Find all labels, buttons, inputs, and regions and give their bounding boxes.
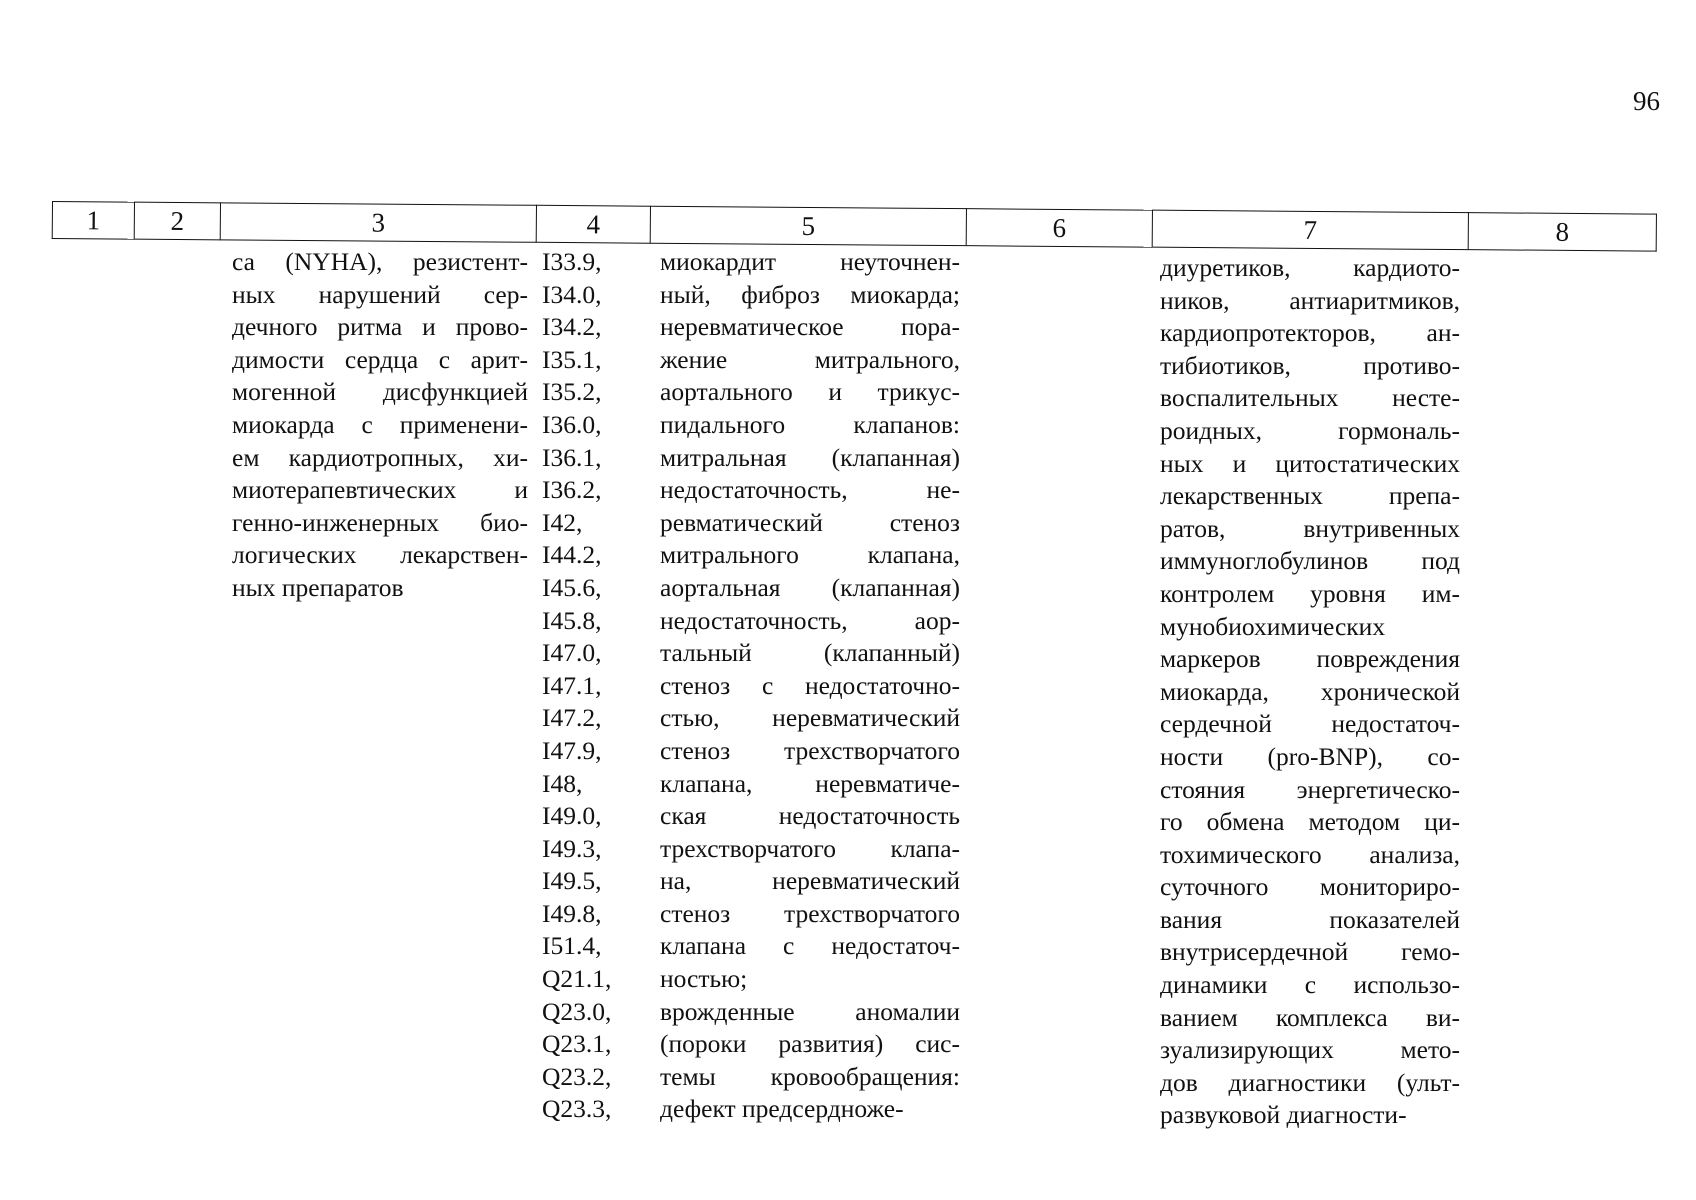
- text-line: ный, фиброз миокарда;: [660, 279, 960, 309]
- text-line: неревматическое пора-: [660, 312, 960, 342]
- text-line: ных нарушений сер-: [232, 279, 528, 309]
- text-line: пидального клапанов:: [660, 409, 960, 439]
- column-7-text: [1160, 252, 1460, 1132]
- text-line: развуковой диагности-: [1160, 1100, 1407, 1130]
- icd-code: I42,: [542, 507, 583, 537]
- text-line: тохимического анализа,: [1160, 839, 1460, 869]
- page-number: 96: [1633, 86, 1660, 116]
- text-line: логических лекарствен-: [232, 540, 528, 570]
- text-line: дефект предсердноже-: [660, 1094, 904, 1124]
- text-line: (пороки развития) сис-: [660, 1029, 960, 1059]
- text-line: митральная (клапанная): [660, 442, 960, 472]
- icd-code: I36.0,: [542, 409, 602, 439]
- text-line: динамики с использо-: [1160, 970, 1460, 1000]
- icd-code: Q23.3,: [542, 1094, 612, 1124]
- icd-code: I47.0,: [542, 638, 602, 668]
- text-line: го обмена методом ци-: [1160, 807, 1460, 837]
- text-line: са (NYHA), резистент-: [232, 247, 528, 276]
- text-line: аортального и трикус-: [660, 377, 960, 407]
- header-cell-1: 1: [52, 202, 134, 240]
- text-line: кардиопротекторов, ан-: [1160, 318, 1460, 348]
- header-cell-3: 3: [220, 203, 536, 242]
- text-line: на, неревматический: [660, 866, 960, 896]
- text-line: врожденные аномалии: [660, 996, 960, 1026]
- text-line: миокарда, хронической: [1160, 676, 1460, 706]
- icd-code: I35.1,: [542, 344, 602, 374]
- icd-code: I34.0,: [542, 279, 602, 309]
- icd-code: I47.1,: [542, 670, 602, 700]
- text-line: ванием комплекса ви-: [1160, 1002, 1460, 1032]
- text-line: иммуноглобулинов под: [1160, 546, 1460, 576]
- icd-code: Q23.2,: [542, 1061, 612, 1091]
- text-line: стеноз с недостаточно-: [660, 670, 960, 700]
- text-line: суточного мониториро-: [1160, 872, 1460, 902]
- icd-code: I45.6,: [542, 572, 602, 602]
- icd-code: I49.8,: [542, 898, 602, 928]
- text-line: тибиотиков, противо-: [1160, 350, 1460, 380]
- text-line: недостаточность, не-: [660, 475, 960, 505]
- icd-code: I47.2,: [542, 703, 602, 733]
- text-line: дечного ритма и прово-: [232, 312, 528, 342]
- text-line: ности (pro-BNP), со-: [1160, 741, 1460, 771]
- text-line: роидных, гормональ-: [1160, 415, 1460, 445]
- icd-code: I36.2,: [542, 475, 602, 505]
- icd-code: I33.9,: [542, 247, 602, 276]
- header-cell-6: 6: [966, 209, 1152, 247]
- text-line: аортальная (клапанная): [660, 572, 960, 602]
- icd-code: I51.4,: [542, 931, 602, 961]
- icd-code: I49.3,: [542, 833, 602, 863]
- icd-code: I49.0,: [542, 801, 602, 831]
- icd-code: I44.2,: [542, 540, 602, 570]
- text-line: ных и цитостатических: [1160, 448, 1460, 478]
- text-line: генно-инженерных био-: [232, 507, 528, 537]
- header-cell-8: 8: [1468, 213, 1656, 251]
- text-line: зуализирующих мето-: [1160, 1035, 1460, 1065]
- icd-code: I34.2,: [542, 312, 602, 342]
- header-cell-7: 7: [1152, 210, 1468, 249]
- icd-code: Q21.1,: [542, 964, 612, 994]
- header-cell-5: 5: [650, 206, 966, 245]
- text-line: трехстворчатого клапа-: [660, 833, 960, 863]
- text-line: мунобиохимических: [1160, 611, 1386, 641]
- icd-code: I36.1,: [542, 442, 602, 472]
- column-3-text: [232, 246, 528, 605]
- text-line: ников, антиаритмиков,: [1160, 285, 1460, 315]
- column-4-codes: [542, 246, 632, 1126]
- icd-code: Q23.1,: [542, 1029, 612, 1059]
- column-5-text: [660, 246, 960, 1126]
- text-line: ская недостаточность: [660, 801, 960, 831]
- icd-code: I49.5,: [542, 866, 602, 896]
- text-line: внутрисердечной гемо-: [1160, 937, 1460, 967]
- text-line: лекарственных препа-: [1160, 481, 1460, 511]
- text-line: воспалительных несте-: [1160, 383, 1460, 413]
- text-line: клапана с недостаточ-: [660, 931, 960, 961]
- text-line: димости сердца с арит-: [232, 344, 528, 374]
- text-line: жение митрального,: [660, 344, 960, 374]
- text-line: сердечной недостаточ-: [1160, 709, 1460, 739]
- icd-code: I48,: [542, 768, 583, 798]
- text-line: контролем уровня им-: [1160, 578, 1460, 608]
- text-line: ем кардиотропных, хи-: [232, 442, 528, 472]
- text-line: маркеров повреждения: [1160, 644, 1460, 674]
- icd-code: I47.9,: [542, 735, 602, 765]
- column-number-header: [52, 201, 1657, 252]
- text-line: диуретиков, кардиото-: [1160, 253, 1460, 282]
- text-line: ностью;: [660, 964, 748, 994]
- text-line: ревматический стеноз: [660, 507, 960, 537]
- text-line: могенной дисфункцией: [232, 377, 528, 407]
- text-line: ных препаратов: [232, 572, 404, 602]
- icd-code: I45.8,: [542, 605, 602, 635]
- text-line: миокардит неуточнен-: [660, 247, 960, 276]
- text-line: миотерапевтических и: [232, 475, 528, 505]
- text-line: стеноз трехстворчатого: [660, 735, 960, 765]
- header-cell-4: 4: [536, 205, 650, 243]
- icd-code: I35.2,: [542, 377, 602, 407]
- text-line: тальный (клапанный): [660, 638, 960, 668]
- text-line: стояния энергетическо-: [1160, 774, 1460, 804]
- text-line: миокарда с применени-: [232, 409, 528, 439]
- text-line: митрального клапана,: [660, 540, 960, 570]
- text-line: вания показателей: [1160, 904, 1460, 934]
- text-line: темы кровообращения:: [660, 1061, 960, 1091]
- text-line: стью, неревматический: [660, 703, 960, 733]
- text-line: дов диагностики (ульт-: [1160, 1067, 1460, 1097]
- text-line: недостаточность, аор-: [660, 605, 960, 635]
- header-cell-2: 2: [134, 202, 220, 240]
- icd-code: Q23.0,: [542, 996, 612, 1026]
- text-line: стеноз трехстворчатого: [660, 898, 960, 928]
- text-line: ратов, внутривенных: [1160, 513, 1460, 543]
- text-line: клапана, неревматиче-: [660, 768, 960, 798]
